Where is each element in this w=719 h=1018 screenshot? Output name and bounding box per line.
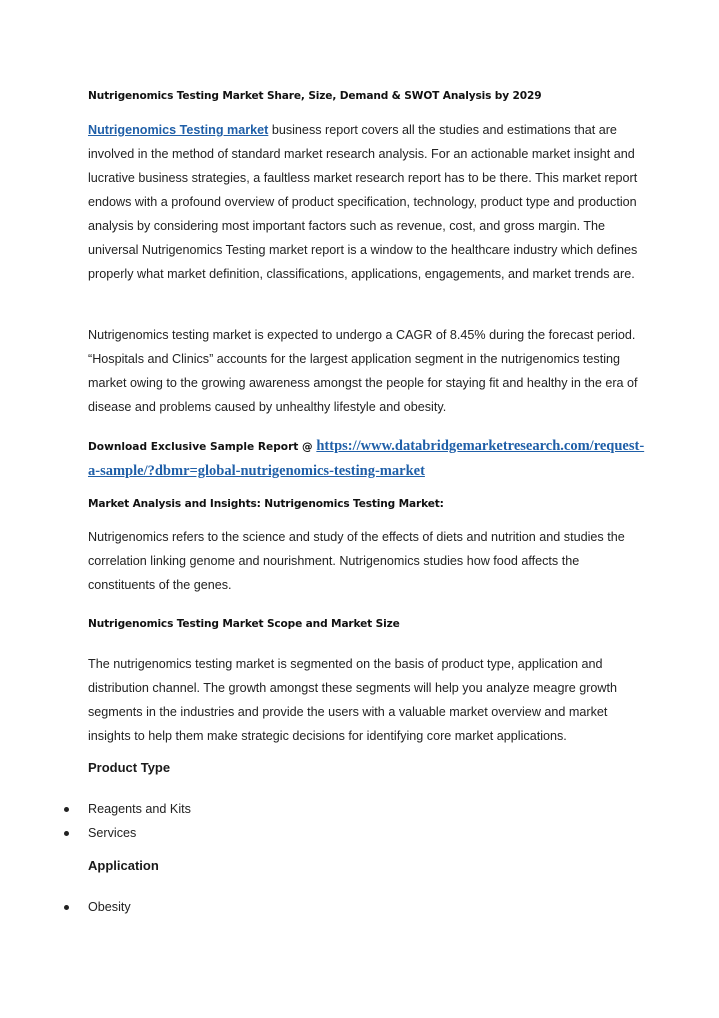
download-lead-text: Download Exclusive Sample Report @ — [88, 441, 317, 453]
scope-paragraph: The nutrigenomics testing market is segmented on the basis of product type, application and distribution channel. The growth amongst these segments will help you analyze meagre growth segments in the industries and provide the users with a valuable market overview and market insights to help them make strategic decisions for identifying core market applications. — [88, 657, 617, 743]
cagr-paragraph: Nutrigenomics testing market is expected to undergo a CAGR of 8.45% during the forecast period. “Hospitals and Clinics” accounts for the largest application segment in the nutrigenomics testing market owing to the growing awareness amongst the people for staying fit and healthy in the era of disease and problems caused by unhealthy lifestyle and obesity. — [88, 328, 638, 414]
list-item: Services — [0, 821, 191, 845]
product-type-list — [0, 797, 191, 845]
bullet-icon — [64, 831, 69, 836]
insights-paragraph: Nutrigenomics refers to the science and study of the effects of diets and nutrition and studies the correlation linking genome and nourishment. Nutrigenomics studies how food affects the constituents of the genes. — [88, 530, 625, 592]
insights-heading: Market Analysis and Insights: Nutrigenomics Testing Market: — [88, 498, 444, 510]
list-item: Obesity — [0, 895, 131, 919]
application-list — [0, 895, 131, 919]
list-item: Reagents and Kits — [0, 797, 191, 821]
download-sample-line — [88, 434, 648, 483]
sample-report-link[interactable]: https://www.databridgemarketresearch.com/request-a-sample/?dbmr=global-nutrigenomics-testing-market — [88, 438, 645, 479]
bullet-icon — [64, 807, 69, 812]
scope-heading: Nutrigenomics Testing Market Scope and Market Size — [88, 618, 400, 630]
document-title: Nutrigenomics Testing Market Share, Size, Demand & SWOT Analysis by 2029 — [88, 90, 542, 102]
application-heading: Application — [88, 858, 159, 873]
product-type-heading: Product Type — [88, 760, 171, 775]
intro-text: business report covers all the studies and estimations that are involved in the method of standard market research analysis. For an actionable market insight and lucrative business strategies, a faultless market research report has to be there. This market report endows with a profound overview of product specification, technology, product type and production analysis by considering most important factors such as revenue, cost, and gross margin. The universal Nutrigenomics Testing market report is a window to the healthcare industry which defines properly what market definition, classifications, applications, engagements, and market trends are. — [88, 123, 638, 281]
market-report-link[interactable]: Nutrigenomics Testing market — [88, 123, 269, 137]
intro-paragraph — [88, 118, 648, 286]
bullet-icon — [64, 905, 69, 910]
